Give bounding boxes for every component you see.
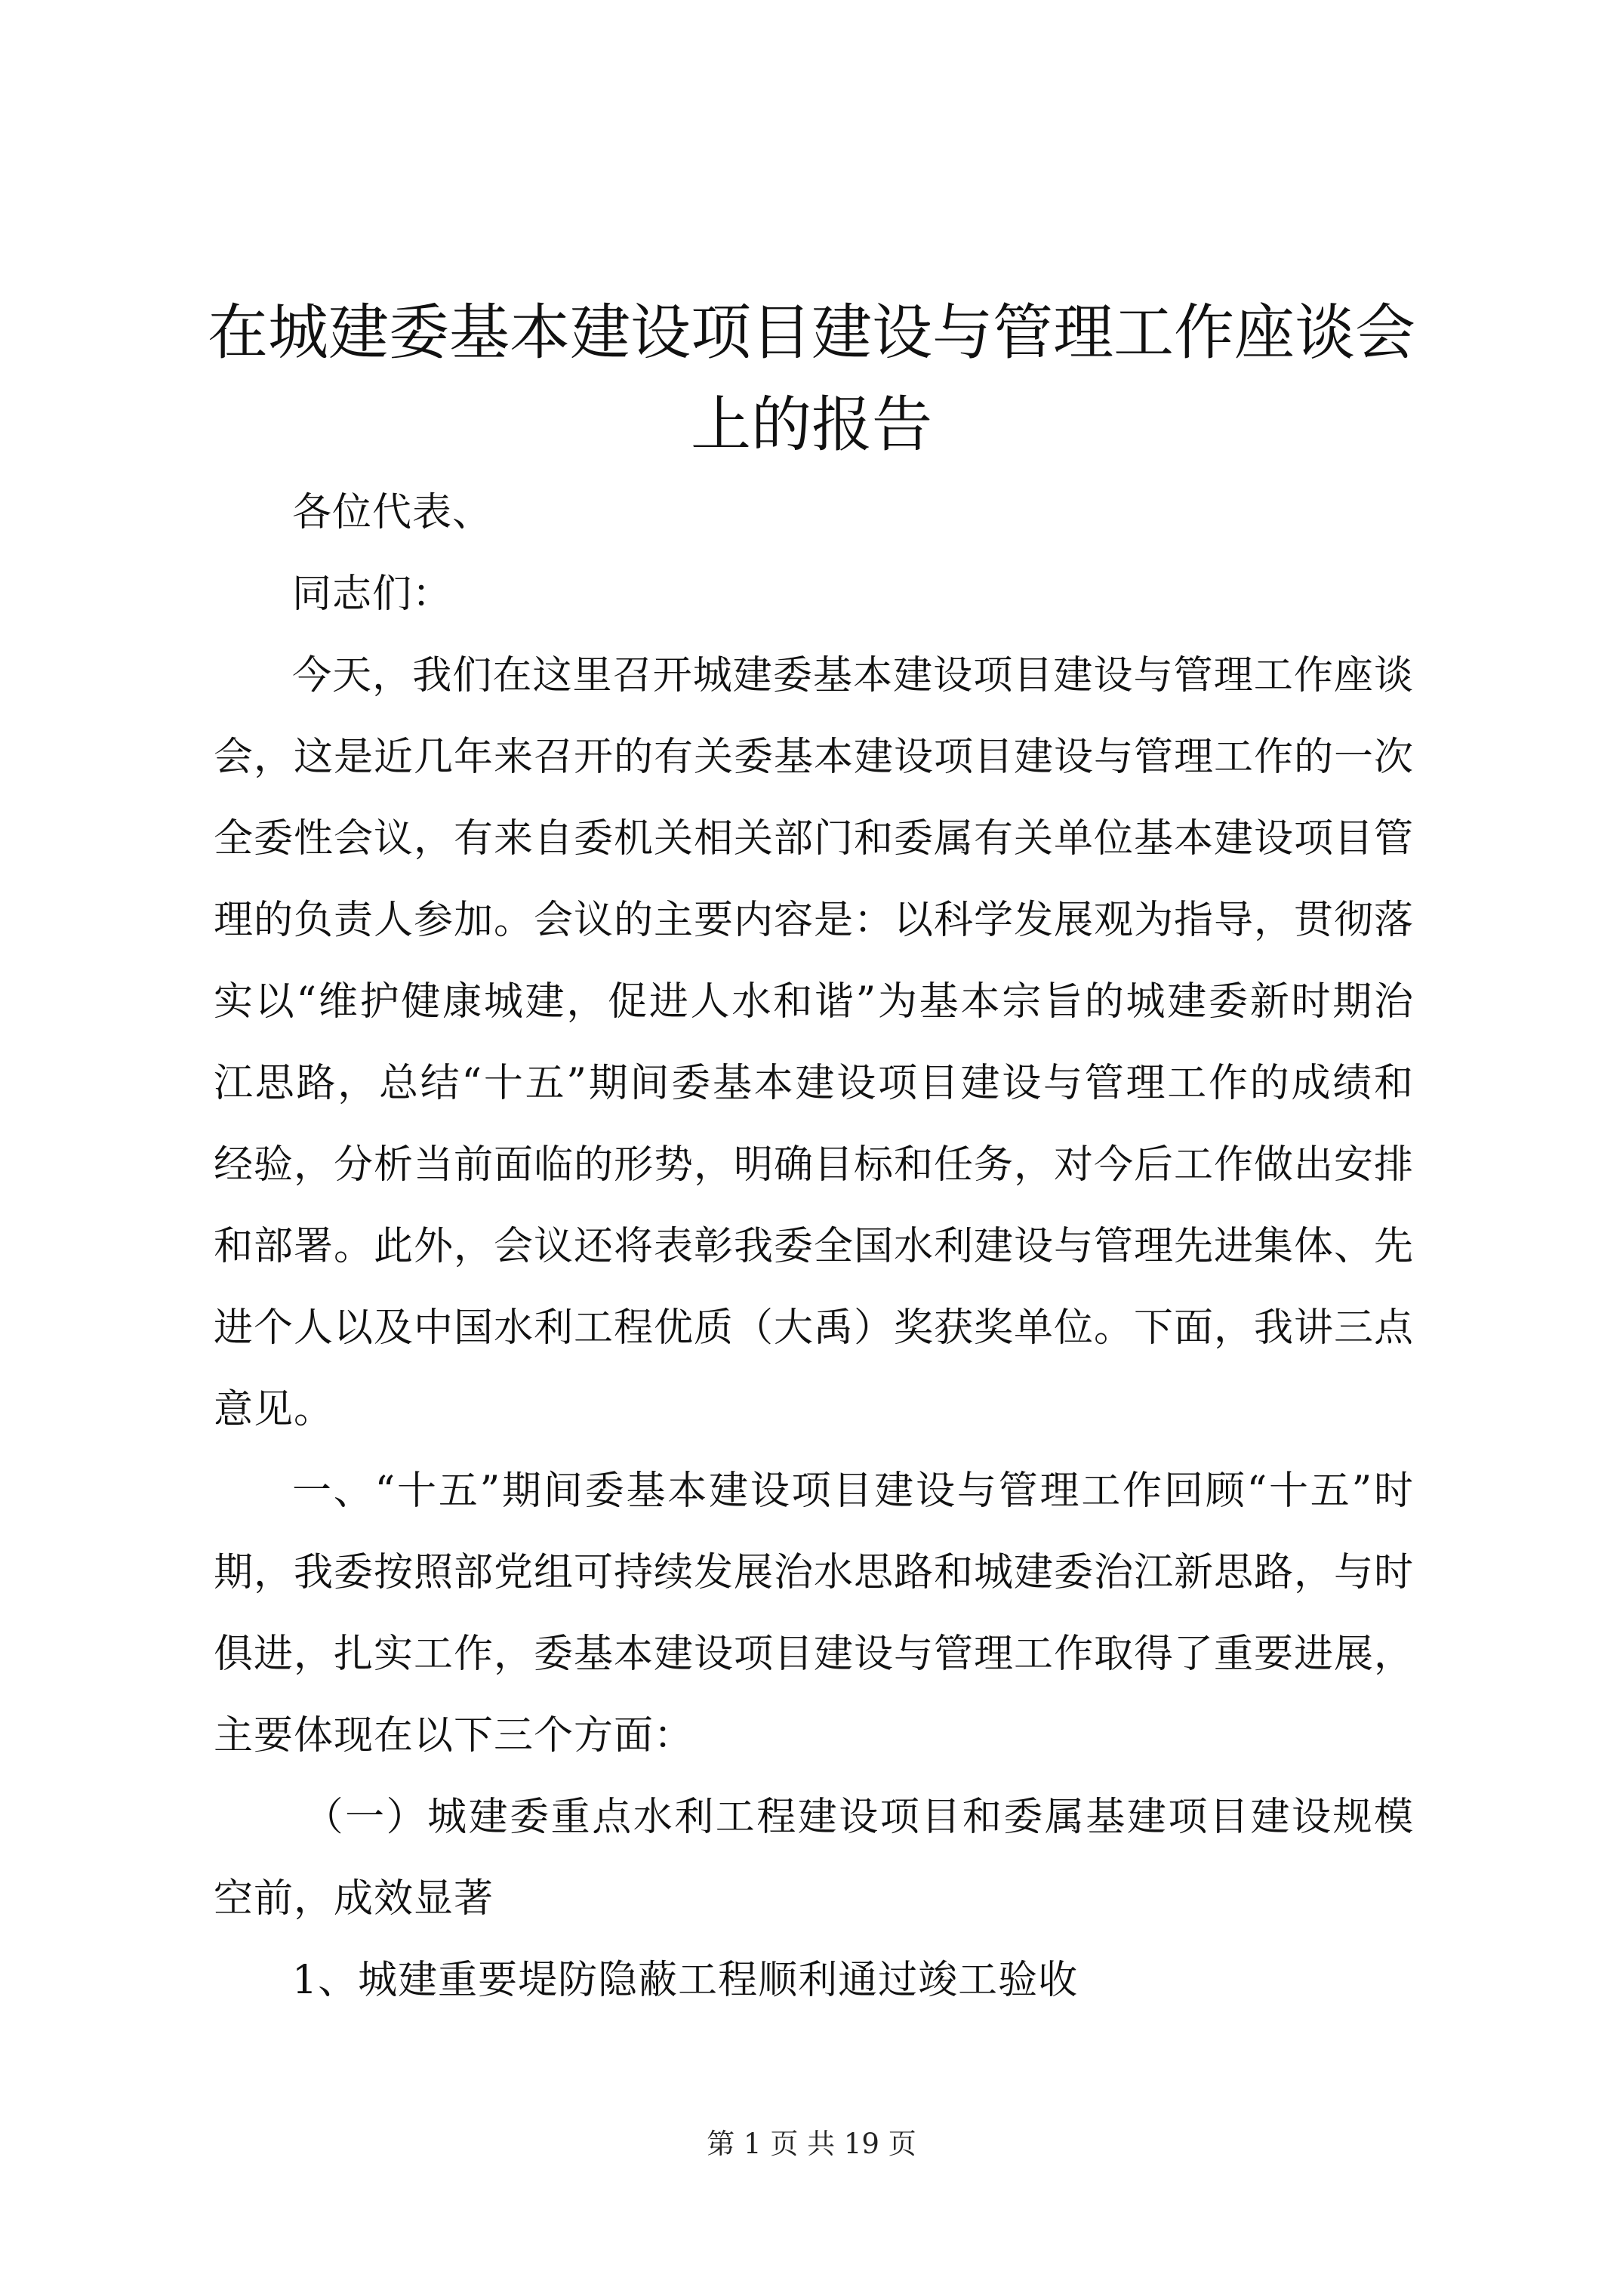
section-one-paragraph: 一、“十五”期间委基本建设项目建设与管理工作回顾“十五”时期，我委按照部党组可持续发展治水思路和城建委治江新思路，与时俱进，扎实工作，委基本建设项目建设与管理工作取得了重要进展，主要体现在以下三个方面： [214,1469,1415,1758]
salutation-line-1: 各位代表、 [292,490,493,535]
item-one-heading: 1、城建重要堤防隐蔽工程顺利通过竣工验收 [292,1958,1079,2003]
salutation-line-2: 同志们： [292,572,453,617]
intro-paragraph: 今天，我们在这里召开城建委基本建设项目建设与管理工作座谈会，这是近几年来召开的有关委基本建设项目建设与管理工作的一次全委性会议，有来自委机关相关部门和委属有关单位基本建设项目管理的负责人参加。会议的主要内容是：以科学发展观为指导，贯彻落实以“维护健康城建，促进人水和谐”为基本宗旨的城建委新时期治江思路，总结“十五”期间委基本建设项目建设与管理工作的成绩和经验，分析当前面临的形势，明确目标和任务，对今后工作做出安排和部署。此外，会议还将表彰我委全国水利建设与管理先进集体、先进个人以及中国水利工程优质（大禹）奖获奖单位。下面，我讲三点意见。 [214,653,1415,1432]
subsection-one-heading: （一）城建委重点水利工程建设项目和委属基建项目建设规模空前，成效显著 [214,1795,1414,1922]
document-title: 在城建委基本建设项目建设与管理工作座谈会上的报告 [208,297,1415,460]
page-footer: 第 1 页 共 19 页 [707,2128,916,2160]
document-body [214,472,1414,2021]
